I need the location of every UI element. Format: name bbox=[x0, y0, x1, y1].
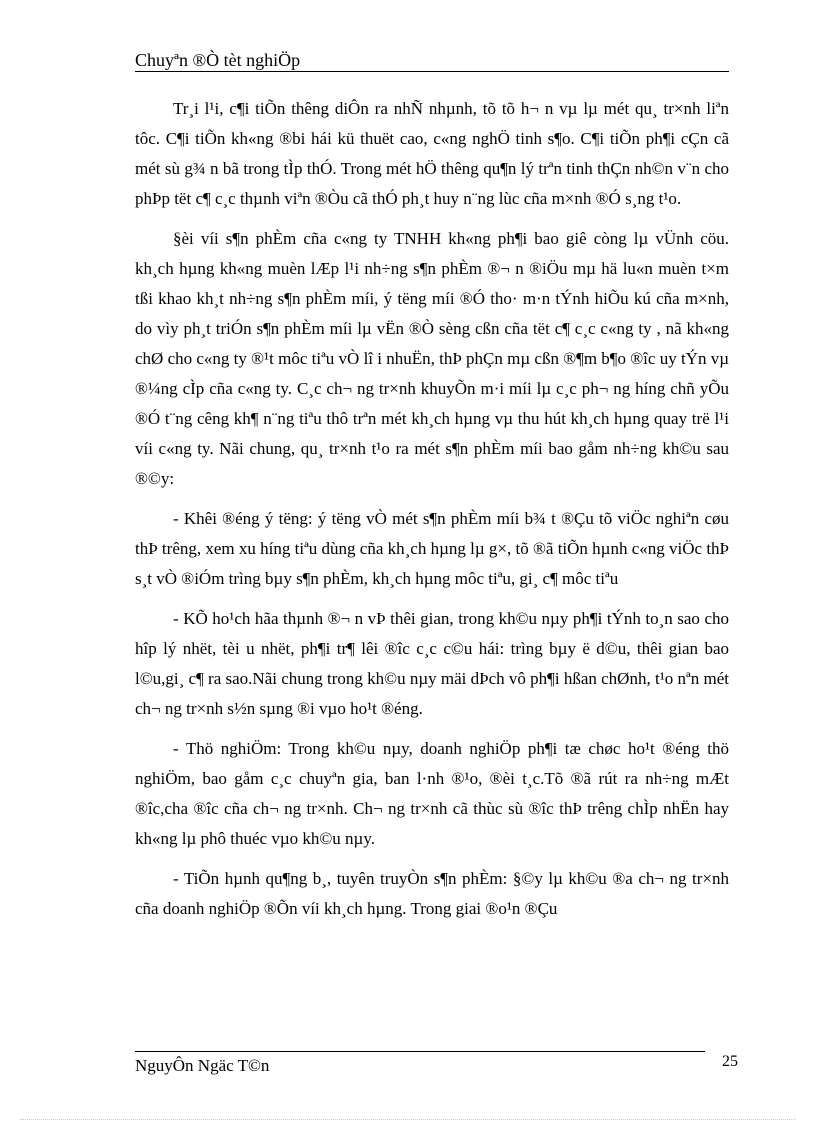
page-number: 25 bbox=[722, 1053, 738, 1070]
body-paragraph-2: §èi víi s¶n phÈm cña c«ng ty TNHH kh«ng ph¶i bao giê còng lµ vÜnh cöu. kh¸ch hµng kh«ng muèn lÆp l¹i nh÷ng s¶n phÈm ®¬ n ®iÖu mµ hä lu«n muèn t×m tßi khao kh¸t nh÷ng s¶n phÈm míi, ý tëng míi ®Ó tho· m·n tÝnh hiÕu kú cña m×nh, do vìy ph¸t triÓn s¶n phÈm míi lµ vËn ®Ò sèng cßn cña tët c¶ c¸c c«ng ty , nã kh«ng chØ cho c«ng ty ®¹t môc tiªu vÒ lî i nhuËn, thÞ phÇn mµ cßn ®¶m b¶o ®îc uy tÝn vµ ®¼ng cÌp cña c«ng ty. C¸c ch¬ ng tr×nh khuyÕn m·i míi lµ c¸c ph¬ ng híng chñ yÕu ®Ó t¨ng cêng kh¶ n¨ng tiªu thô trªn mét kh¸ch hµng vµ thu hút kh¸ch hµng quay trë l¹i víi c«ng ty. Nãi chung, qu¸ tr×nh t¹o ra mét s¶n phÈm míi bao gåm nh÷ng kh©u sau ®©y: bbox=[135, 229, 729, 488]
header-divider bbox=[135, 71, 729, 72]
body-paragraph-1: Tr¸i l¹i, c¶i tiÕn thêng diÔn ra nhÑ nhµnh, tõ tõ h¬ n vµ lµ mét qu¸ tr×nh liªn tôc. C¶i tiÕn kh«ng ®bi hái kü thuët cao, c«ng nghÖ tinh s¶o. C¶i tiÕn ph¶i cÇn cã mét sù g¾ n bã trong tÌp thÓ. Trong mét hÖ thêng qu¶n lý trªn tinh thÇn nh©n v¨n cho phÞp tët c¶ c¸c thµnh viªn ®Òu cã thÓ ph¸t huy n¨ng lùc cña m×nh ®Ó s¸ng t¹o. bbox=[135, 99, 729, 208]
body-paragraph-6: - TiÕn hµnh qu¶ng b¸, tuyên truyÒn s¶n phÈm: §©y lµ kh©u ®a ch¬ ng tr×nh cña doanh nghiÖp ®Õn víi kh¸ch hµng. Trong giai ®o¹n ®Çu bbox=[135, 869, 729, 918]
page-bottom-edge bbox=[20, 1119, 796, 1120]
footer-author: NguyÔn Ngäc T©n bbox=[135, 1056, 270, 1075]
document-body bbox=[135, 94, 729, 934]
body-paragraph-3: - Khêi ®éng ý tëng: ý tëng vÒ mét s¶n phÈm míi b¾ t ®Çu tõ viÖc nghiªn cøu thÞ trêng, xem xu híng tiªu dùng cña kh¸ch hµng lµ g×, tõ ®ã tiÕn hµnh c«ng viÖc thÞ s¸t vÒ ®iÓm trìng bµy s¶n phÈm, kh¸ch hµng môc tiªu, gi¸ c¶ môc tiªu bbox=[135, 509, 729, 588]
page-header-title: Chuyªn ®Ò tèt nghiÖp bbox=[135, 50, 301, 70]
body-paragraph-5: - Thö nghiÖm: Trong kh©u nµy, doanh nghiÖp ph¶i tæ chøc ho¹t ®éng thö nghiÖm, bao gåm c¸c chuyªn gia, ban l·nh ®¹o, ®èi t¸c.Tõ ®ã rút ra nh÷ng mÆt ®îc,cha ®îc cña ch¬ ng tr×nh. Ch¬ ng tr×nh cã thùc sù ®îc thÞ trêng chÌp nhËn hay kh«ng lµ phô thuéc vµo kh©u nµy. bbox=[135, 739, 729, 848]
body-paragraph-4: - KÕ ho¹ch hãa thµnh ®¬ n vÞ thêi gian, trong kh©u nµy ph¶i tÝnh to¸n sao cho hîp lý nhët, tèi u nhët, ph¶i tr¶ lêi ®îc c¸c c©u hái: trìng bµy ë d©u, thêi gian bao l©u,gi¸ c¶ ra sao.Nãi chung trong kh©u nµy mäi dÞch vô ph¶i hßan chØnh, t¹o nªn mét ch¬ ng tr×nh s½n sµng ®i vµo ho¹t ®éng. bbox=[135, 609, 729, 718]
footer-divider bbox=[135, 1051, 705, 1052]
